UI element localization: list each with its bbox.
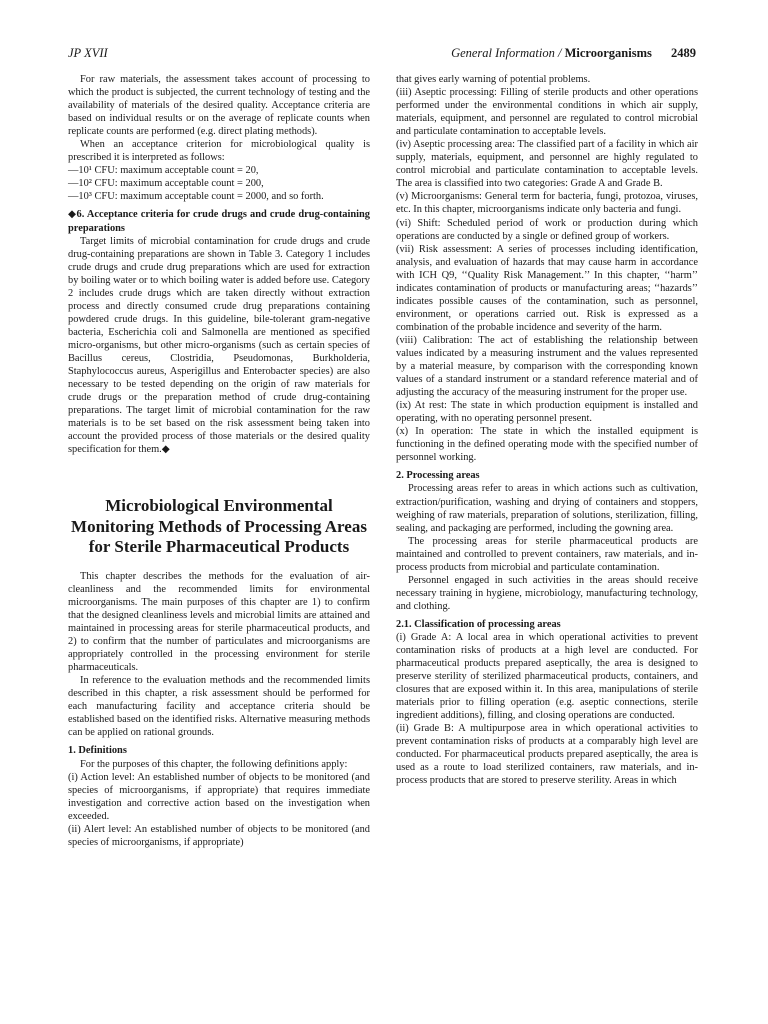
chapter-title: Microbiological Environmental Monitoring Methods of Processing Areas for Sterile Pharmaceutical Products (71, 496, 367, 557)
paragraph: For the purposes of this chapter, the following definitions apply: (80, 758, 348, 770)
section-heading: 1. Definitions (68, 745, 127, 757)
section-heading: 2.1. Classification of processing areas (396, 618, 561, 630)
definition-item: (v) Microorganisms: General term for bacteria, fungi, protozoa, viruses, etc. In this chapter, microorganisms indicate only bacteria and fungi. (396, 191, 698, 216)
list-item: —10¹ CFU: maximum acceptable count = 20, (68, 165, 259, 177)
definition-item: (ii) Alert level: An established number of objects to be monitored (and species of microorganisms, if appropriate) (68, 823, 370, 848)
list-item: —10³ CFU: maximum acceptable count = 2000, and so forth. (68, 191, 324, 203)
section-heading: 2. Processing areas (396, 470, 480, 482)
paragraph: In reference to the evaluation methods and the recommended limits described in this chapter, a risk assessment should be performed for each manufacturing facility and acceptance criteria should be established based on the identified risks. Alternative measuring methods can be applied on rational grounds. (68, 675, 370, 739)
right-column (396, 73, 698, 788)
definition-item: (iv) Aseptic processing area: The classified part of a facility in which air supply, materials, equipment, and personnel are highly regulated to control microbial and particulate contamination to acceptable levels. The area is classified into two categories: Grade A and Grade B. (396, 139, 698, 190)
definition-item: (vii) Risk assessment: A series of processes including identification, analysis, and evaluation of hazards that may cause harm in accordance with ICH Q9, ‘‘Quality Risk Management.’’ In this chapter, ‘‘harm’’ indicates contamination of products or manufacturing areas; ‘‘hazards’’ indicates possible causes of the contamination, such as personnel, environment, or operations carried out. Risk is expressed as a combination of the probable incidence and severity of the harm. (396, 243, 698, 333)
paragraph: Personnel engaged in such activities in the areas should receive necessary training in hygiene, microbiology, manufacturing technology, and clothing. (396, 574, 698, 612)
list-item: —10² CFU: maximum acceptable count = 200, (68, 178, 264, 190)
left-column (68, 73, 370, 849)
running-header-left: JP XVII (68, 46, 108, 60)
paragraph: For raw materials, the assessment takes account of processing to which the product is subjected, the current technology of testing and the availability of materials of the desired quality. Acceptance criteria are based on individual results or on the average of replicate counts when replicate counts are performed (e.g. direct plating methods). (68, 74, 370, 138)
definition-item: (ix) At rest: The state in which production equipment is installed and operating, with no operating personnel present. (396, 400, 698, 425)
paragraph: that gives early warning of potential problems. (396, 74, 591, 85)
definition-item: (i) Grade A: A local area in which operational activities to prevent contamination risks of products at a high level are conducted. For pharmaceutical products prepared aseptically, the area is designed to preserve sterility of sterilized pharmaceutical products, containers, and closures that are exposed within it. In this area, manipulations of sterile materials prior to filling operation (e.g. aseptic connections, sterile ingredient additions), filling, and closing operations are conducted. (396, 631, 698, 722)
paragraph: This chapter describes the methods for the evaluation of air-cleanliness and the recommended limits for environmental microorganisms. The main purposes of this chapter are 1) to confirm that the designed cleanliness levels and microbial limits are attained and maintained in processing areas for sterile pharmaceutical products, and 2) to confirm that the number of particulates and microorganisms are appropriately controlled in the processing environment for sterile pharmaceuticals. (68, 570, 370, 674)
paragraph: When an acceptance criterion for microbiological quality is prescribed it is interpreted as follows: (68, 139, 370, 164)
running-header-right (451, 46, 696, 61)
page-number: 2489 (671, 46, 696, 60)
definition-item: (i) Action level: An established number of objects to be monitored (and species of microorganisms, if appropriate) that requires immediate investigation and corrective action based on the investigation when exceeded. (68, 771, 370, 822)
definition-item: (ii) Grade B: A multipurpose area in which operational activities to prevent contamination risks of products at a comparably high level are conducted. For pharmaceutical products prepared aseptically, the area is used as a route to load sterilized containers, raw materials, and in-process products that are stored to preserve sterility. Areas in which (396, 723, 698, 787)
header-section: General Information / (451, 46, 562, 60)
definition-item: (viii) Calibration: The act of establishing the relationship between values indicated by a measuring instrument and the values represented by a material measure, by comparison with the corresponding known values of a standard instrument or a standard reference material and of adjusting the accuracy of the measuring instrument for the proper use. (396, 334, 698, 399)
section-heading: ◆6. Acceptance criteria for crude drugs and crude drug-containing preparations (68, 209, 370, 234)
definition-item: (x) In operation: The state in which the installed equipment is functioning in the defined operating mode with the specified number of personnel working. (396, 426, 698, 464)
paragraph: The processing areas for sterile pharmaceutical products are maintained and controlled to prevent containers, raw materials, and in-process products from microbial and particulate contamination. (396, 535, 698, 573)
definition-item: (iii) Aseptic processing: Filling of sterile products and other operations performed under the environmental conditions in which air supply, materials, equipment, and personnel are regulated to control microbial and particulate contamination to acceptable levels. (396, 87, 698, 138)
paragraph: Target limits of microbial contamination for crude drugs and crude drug-containing preparations are shown in Table 3. Category 1 includes crude drugs and crude drug preparations which are used for extraction by boiling water or to which boiling water is added before use. Category 2 includes crude drugs which are taken directly without extraction process and directly consumed crude drug preparations containing powdered crude drugs. In this guideline, bile-tolerant gram-negative bacteria, Escherichia coli and Salmonella are mentioned as specified micro-organisms, but other micro-organisms (such as certain species of Bacillus cereus, Clostridia, Pseudomonas, Burkholderia, Staphylococcus aureus, Asperigillus and Enterobacter species) are also necessary to be tested depending on the origin of raw materials for crude drugs or the preparation method of crude drug-containing preparations. The target limit of microbial contamination for the raw materials is to be set based on the risk assessment being taken into account the provided process of those materials or the desired quality specification for them.◆ (68, 235, 370, 456)
definition-item: (vi) Shift: Scheduled period of work or production during which operations are conducted by a single or defined group of workers. (396, 217, 698, 242)
paragraph: Processing areas refer to areas in which actions such as cultivation, extraction/purification, washing and drying of containers and stoppers, weighing of raw materials, preparation of solutions, sterilization, filling, sealing, and packaging are performed, including the gowning area. (396, 483, 698, 534)
header-topic: Microorganisms (564, 46, 652, 60)
